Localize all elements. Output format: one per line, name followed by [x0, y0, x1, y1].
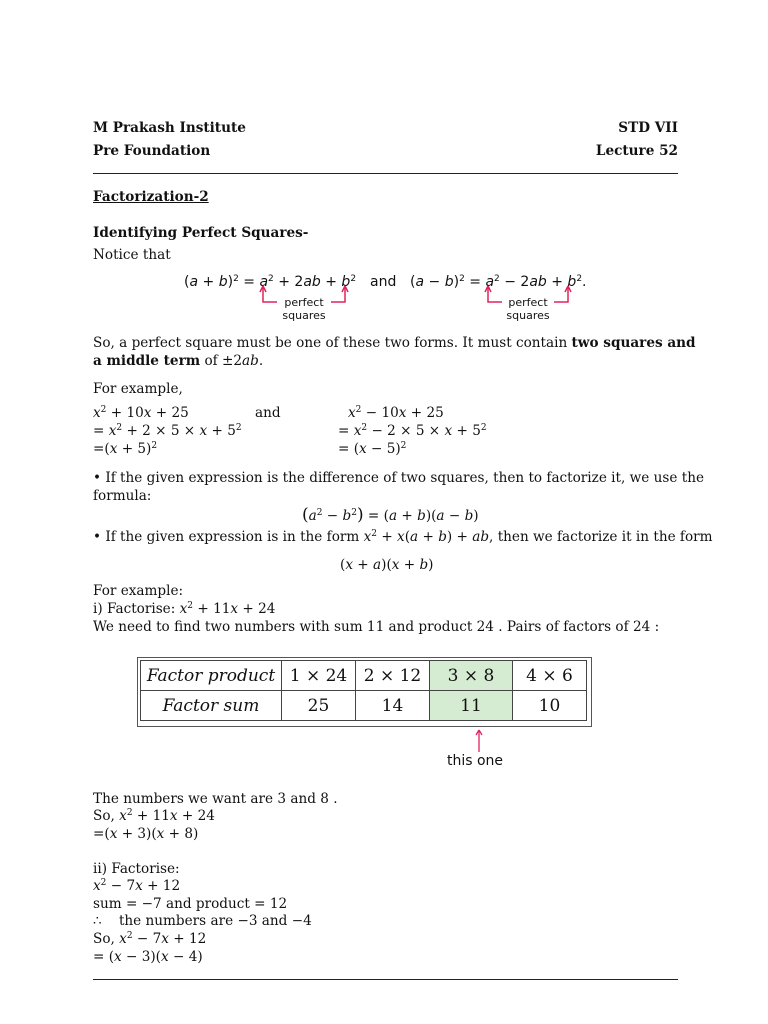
course-name: Pre Foundation — [93, 143, 211, 159]
example-2-sum-product: sum = −7 and product = 12 — [93, 896, 288, 912]
factor-product-header: Factor product — [141, 661, 282, 691]
identity-diff-square: $(a - b)^2 = a^2 - 2ab + b^2$. — [410, 274, 587, 290]
perfect-square-explanation-cont: a middle term of ±2ab. — [93, 353, 264, 369]
factor-product-cell: 4 × 6 — [513, 661, 587, 691]
example-left-3: $=(x + 5)^2$ — [93, 441, 158, 457]
identity-sum-square: $(a + b)^2 = a^2 + 2ab + b^2$ — [184, 274, 357, 290]
for-example-label: For example, — [93, 381, 183, 397]
factor-sum-cell: 10 — [513, 691, 587, 721]
example-right-1: $x^2 - 10x + 25$ — [348, 405, 444, 421]
factor-product-cell: 1 × 24 — [282, 661, 356, 691]
factor-sum-cell: 25 — [282, 691, 356, 721]
for-example-2-label: For example: — [93, 583, 184, 599]
example-1-title: i) Factorise: $x^2 + 11x + 24$ — [93, 601, 276, 617]
subheading: Identifying Perfect Squares- — [93, 225, 309, 241]
factor-sum-cell-highlighted: 11 — [430, 691, 513, 721]
factor-sum-header: Factor sum — [141, 691, 282, 721]
bullet-difference-of-squares: • If the given expression is the difference of two squares, then to factorize it, we use the — [93, 470, 704, 486]
difference-of-squares-formula: $(a^2 - b^2) = (a + b)(a - b)$ — [302, 505, 479, 525]
lecture-number: Lecture 52 — [595, 143, 678, 159]
example-and: and — [255, 405, 281, 421]
example-2-title: ii) Factorise: — [93, 861, 180, 877]
notice-text: Notice that — [93, 247, 171, 263]
example-right-3: = $(x - 5)^2$ — [338, 441, 407, 457]
std-label: STD VII — [618, 120, 678, 136]
perfect-squares-label-right: perfect squares — [506, 296, 550, 322]
header-rule — [93, 173, 678, 174]
factor-product-row — [141, 661, 587, 691]
factor-table — [140, 660, 587, 721]
identity-and: and — [370, 274, 397, 290]
example-2-expression: $x^2 - 7x + 12$ — [93, 878, 181, 894]
this-one-label: this one — [447, 753, 504, 769]
factor-product-cell-highlighted: 3 × 8 — [430, 661, 513, 691]
perfect-squares-label-left: perfect squares — [282, 296, 326, 322]
example-2-numbers: ∴ the numbers are −3 and −4 — [93, 913, 312, 929]
perfect-square-explanation: So, a perfect square must be one of these two forms. It must contain two squares and — [93, 335, 696, 351]
example-2-so: So, $x^2 - 7x + 12$ — [93, 931, 207, 947]
bullet-quadratic-form: • If the given expression is in the form $x^2 + x(a + b)$ + ab, then we factorize it in the form — [93, 529, 713, 545]
quadratic-factored-form: (x + a)(x + b) — [340, 557, 434, 573]
bullet-difference-of-squares-cont: formula: — [93, 488, 152, 504]
example-1-result: The numbers we want are 3 and 8 . — [93, 791, 338, 807]
example-1-so: So, $x^2 + 11x + 24$ — [93, 808, 215, 824]
example-1-factored: =(x + 3)(x + 8) — [93, 826, 199, 842]
factor-sum-cell: 14 — [356, 691, 430, 721]
this-one-arrow — [472, 728, 486, 754]
example-left-2: = $x^2 + 2 \times 5 \times x + 5^2$ — [93, 423, 242, 439]
example-right-2: = $x^2 - 2 \times 5 \times x + 5^2$ — [338, 423, 487, 439]
example-2-factored: = (x − 3)(x − 4) — [93, 949, 203, 965]
example-left-1: $x^2 + 10x + 25$ — [93, 405, 189, 421]
example-1-instructions: We need to find two numbers with sum 11 and product 24 . Pairs of factors of 24 : — [93, 619, 660, 635]
factor-sum-row — [141, 691, 587, 721]
factor-product-cell: 2 × 12 — [356, 661, 430, 691]
institute-name: M Prakash Institute — [93, 120, 246, 136]
footer-rule — [93, 979, 678, 980]
section-title: Factorization-2 — [93, 189, 209, 205]
